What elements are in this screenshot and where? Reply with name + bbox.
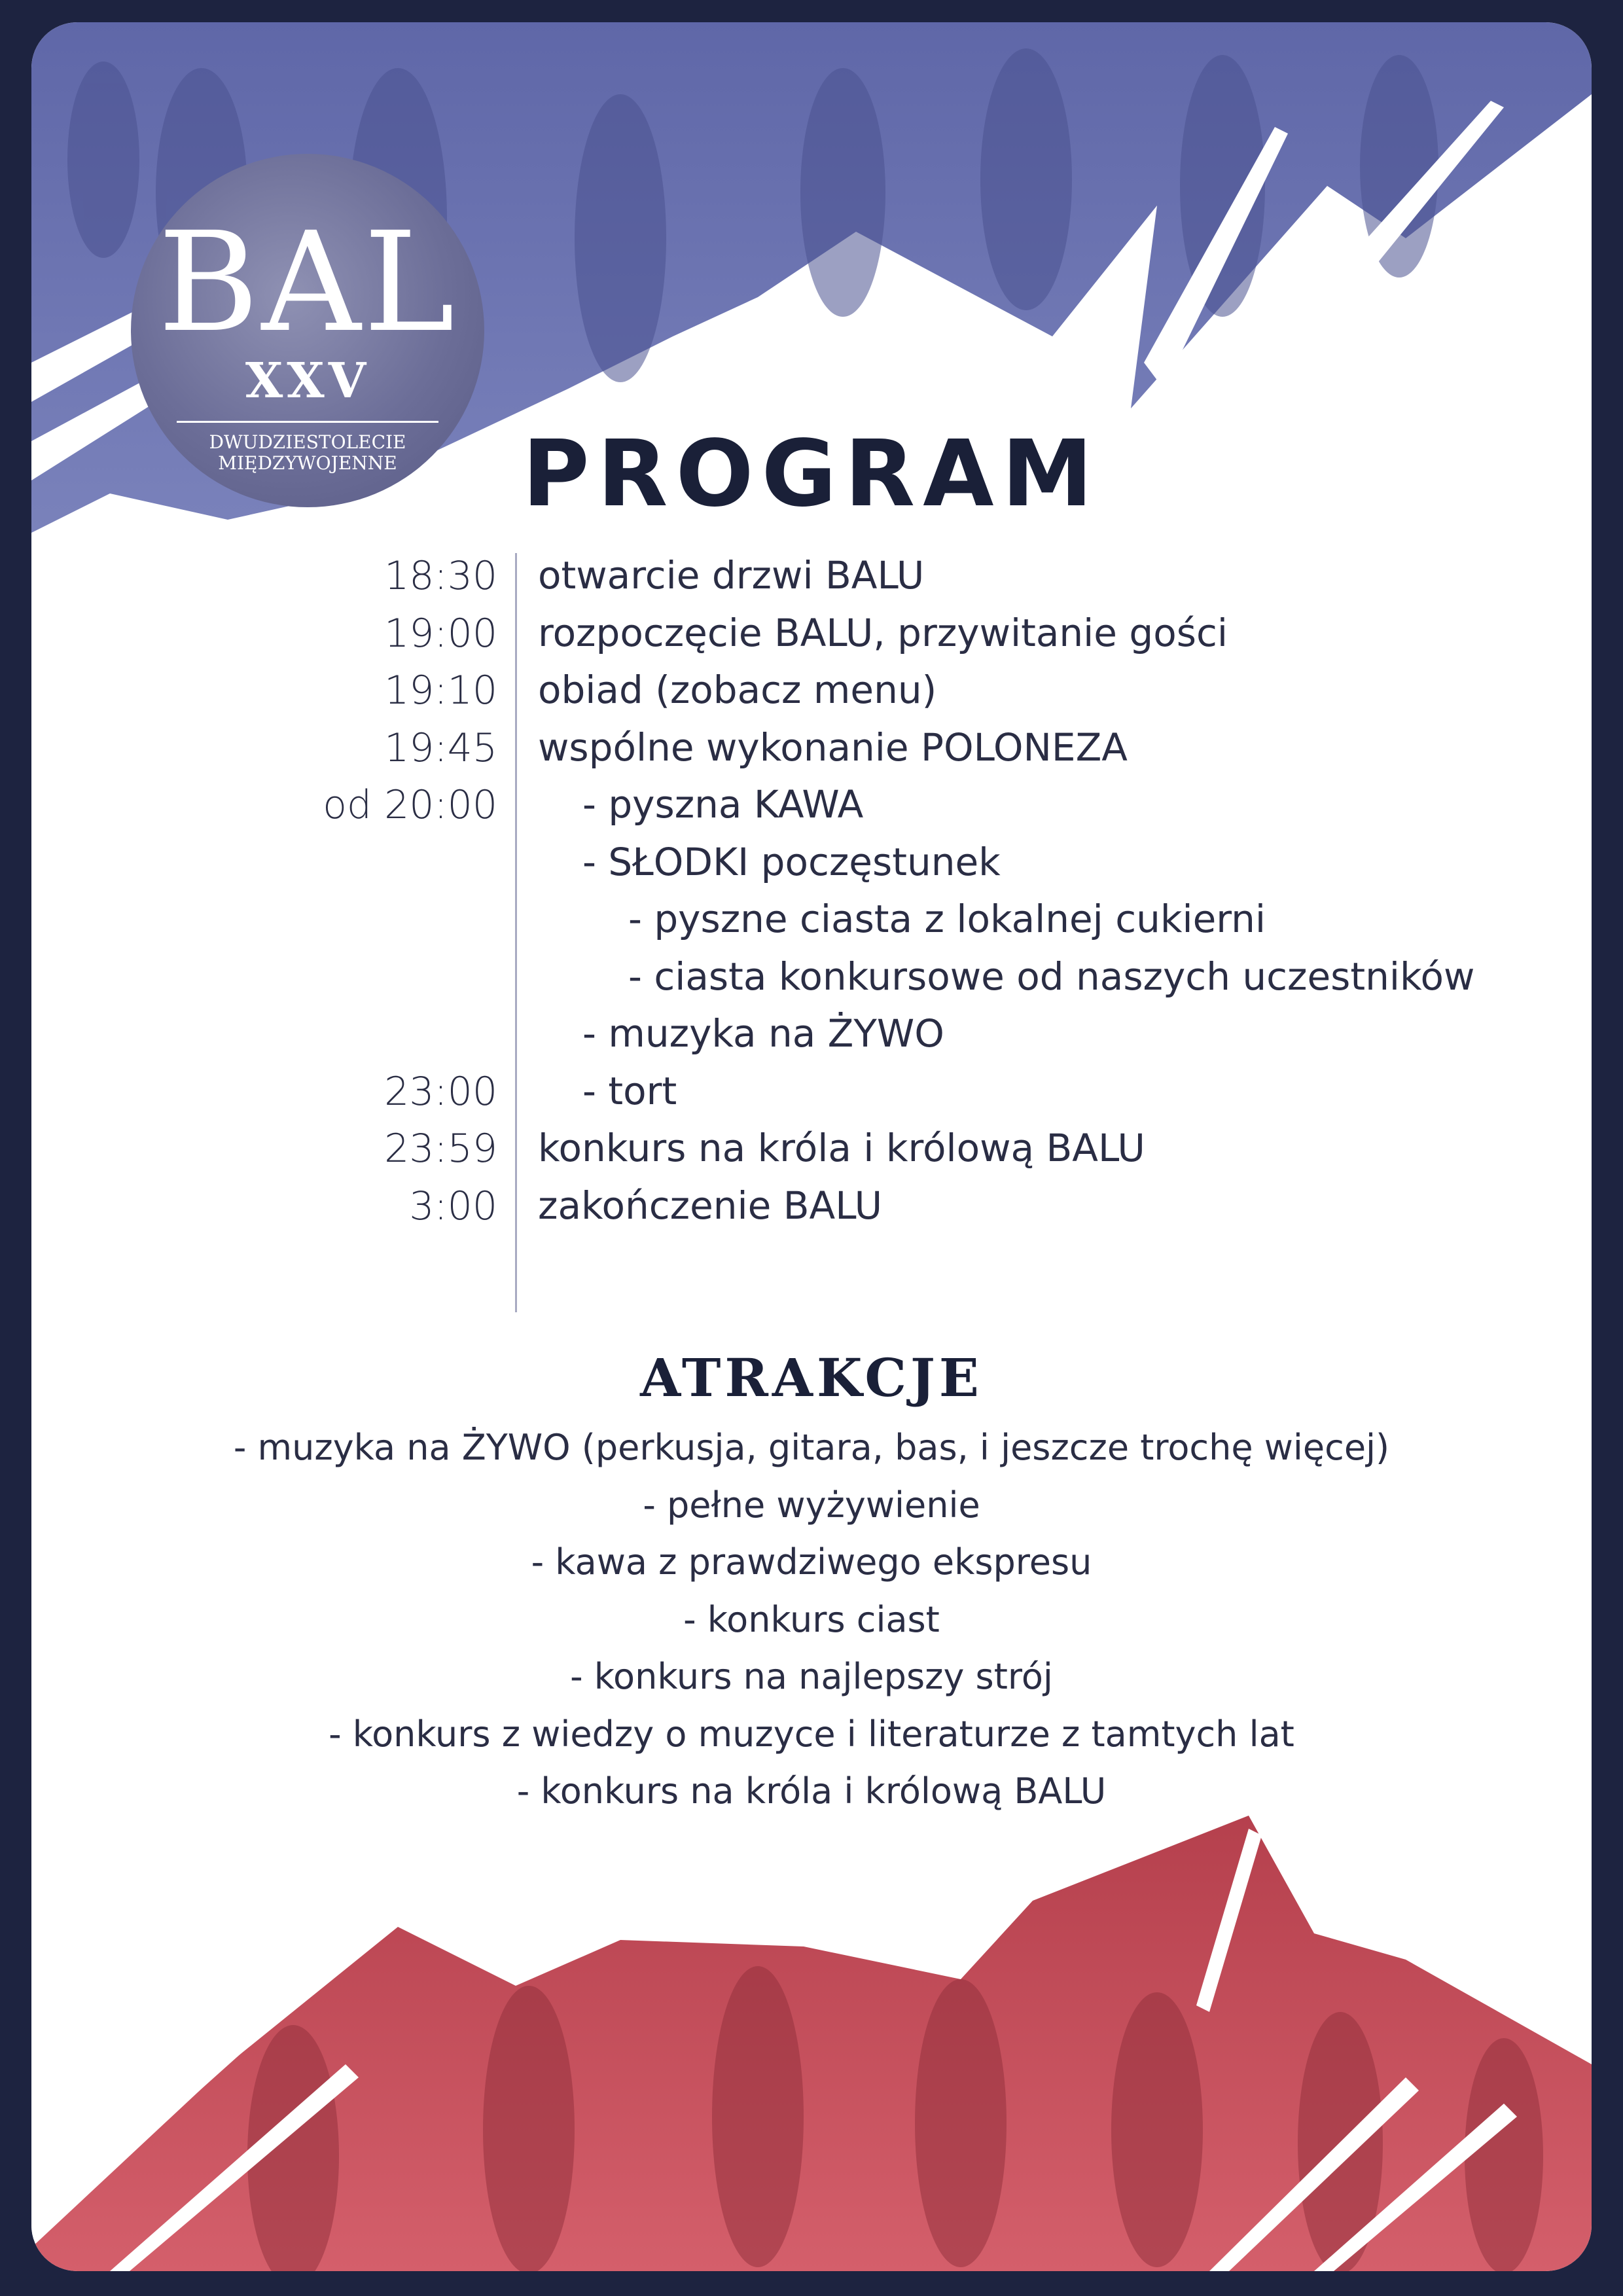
program-item: zakończenie BALU (538, 1183, 883, 1228)
program-heading: PROGRAM (522, 421, 1101, 528)
attractions-heading: ATRAKCJE (640, 1347, 983, 1408)
program-row (0, 1011, 1623, 1069)
program-time: 19:45 (384, 725, 497, 771)
program-row (0, 1126, 1623, 1183)
program-row (0, 840, 1623, 897)
program-time: 23:00 (384, 1068, 497, 1115)
attraction-item: - pełne wyżywienie (643, 1484, 980, 1526)
program-time: 3:00 (409, 1183, 497, 1229)
program-item: - SŁODKI poczęstunek (582, 839, 1001, 884)
logo-edition-number: XXV (245, 353, 370, 409)
program-time: od 20:00 (323, 782, 497, 828)
program-item: - muzyka na ŻYWO (582, 1011, 944, 1056)
program-item: obiad (zobacz menu) (538, 668, 937, 712)
program-item: - pyszna KAWA (582, 782, 864, 827)
program-row (0, 897, 1623, 954)
attraction-item: - konkurs na króla i królową BALU (516, 1770, 1107, 1812)
program-item: konkurs na króla i królową BALU (538, 1126, 1145, 1170)
attraction-item: - kawa z prawdziwego ekspresu (531, 1541, 1092, 1583)
bottom-fashion-illustration-band (31, 1789, 1592, 2271)
program-row (0, 553, 1623, 611)
program-row (0, 782, 1623, 840)
logo-subtitle-line1: DWUDZIESTOLECIE (209, 431, 406, 453)
program-time: 18:30 (384, 553, 497, 599)
program-item: otwarcie drzwi BALU (538, 553, 925, 598)
program-item: - ciasta konkursowe od naszych uczestników (628, 954, 1475, 999)
program-time: 23:59 (384, 1126, 497, 1172)
attraction-item: - konkurs na najlepszy strój (570, 1656, 1053, 1697)
logo-title: BAL (158, 202, 457, 363)
program-row (0, 611, 1623, 668)
program-row (0, 954, 1623, 1012)
program-row (0, 1069, 1623, 1126)
program-item: wspólne wykonanie POLONEZA (538, 725, 1128, 770)
program-item: rozpoczęcie BALU, przywitanie gości (538, 610, 1228, 655)
program-time: 19:10 (384, 668, 497, 713)
program-time: 19:00 (384, 610, 497, 656)
attraction-item: - konkurs ciast (683, 1598, 940, 1640)
logo-subtitle-line2: MIĘDZYWOJENNE (218, 452, 397, 475)
program-row (0, 668, 1623, 725)
attraction-item: - muzyka na ŻYWO (perkusja, gitara, bas, i jeszcze trochę więcej) (233, 1427, 1390, 1468)
program-row (0, 1183, 1623, 1241)
logo-divider (177, 421, 438, 423)
attraction-item: - konkurs z wiedzy o muzyce i literaturze z tamtych lat (329, 1713, 1294, 1755)
program-item: - pyszne ciasta z lokalnej cukierni (628, 897, 1266, 941)
program-row (0, 725, 1623, 783)
program-item: - tort (582, 1068, 677, 1113)
